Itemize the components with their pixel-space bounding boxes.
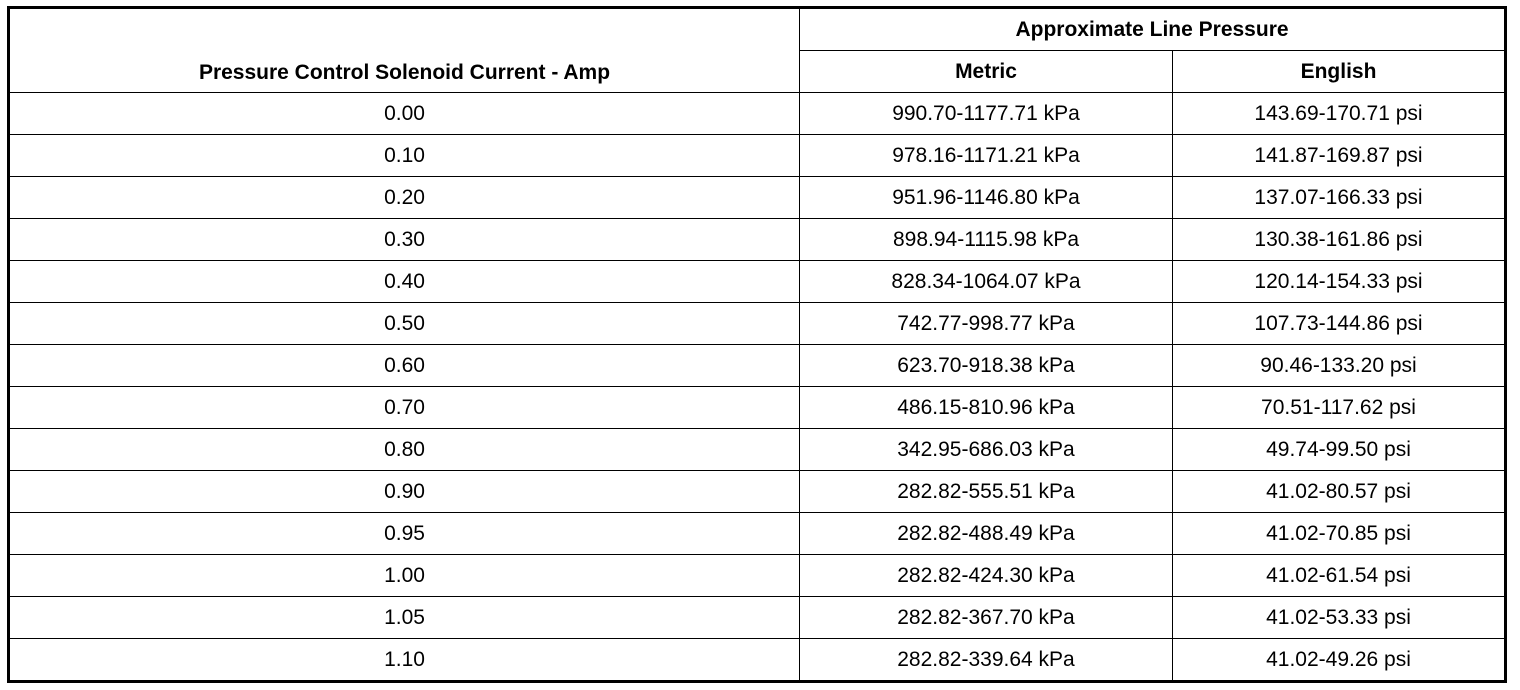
metric-cell: 978.16-1171.21 kPa — [800, 135, 1173, 177]
table-row — [9, 555, 1506, 597]
english-cell: 41.02-61.54 psi — [1173, 555, 1506, 597]
english-cell: 141.87-169.87 psi — [1173, 135, 1506, 177]
metric-cell: 342.95-686.03 kPa — [800, 429, 1173, 471]
table-header — [9, 8, 1506, 93]
metric-cell: 898.94-1115.98 kPa — [800, 219, 1173, 261]
table-row — [9, 387, 1506, 429]
table-row — [9, 93, 1506, 135]
english-header: English — [1173, 51, 1506, 93]
metric-cell: 282.82-555.51 kPa — [800, 471, 1173, 513]
current-cell: 0.70 — [9, 387, 800, 429]
english-cell: 49.74-99.50 psi — [1173, 429, 1506, 471]
current-cell: 0.95 — [9, 513, 800, 555]
english-cell: 130.38-161.86 psi — [1173, 219, 1506, 261]
line-pressure-group-header: Approximate Line Pressure — [800, 8, 1506, 51]
metric-cell: 282.82-339.64 kPa — [800, 639, 1173, 682]
line-pressure-table — [7, 6, 1507, 683]
table-row — [9, 303, 1506, 345]
current-cell: 0.00 — [9, 93, 800, 135]
current-cell: 1.05 — [9, 597, 800, 639]
current-cell: 0.50 — [9, 303, 800, 345]
table-row — [9, 219, 1506, 261]
metric-cell: 623.70-918.38 kPa — [800, 345, 1173, 387]
metric-cell: 486.15-810.96 kPa — [800, 387, 1173, 429]
metric-cell: 951.96-1146.80 kPa — [800, 177, 1173, 219]
metric-cell: 282.82-367.70 kPa — [800, 597, 1173, 639]
table-row — [9, 261, 1506, 303]
table-row — [9, 597, 1506, 639]
current-cell: 1.00 — [9, 555, 800, 597]
english-cell: 41.02-70.85 psi — [1173, 513, 1506, 555]
english-cell: 143.69-170.71 psi — [1173, 93, 1506, 135]
table-row — [9, 471, 1506, 513]
current-cell: 0.30 — [9, 219, 800, 261]
pressure-table-container — [7, 6, 1507, 683]
metric-cell: 742.77-998.77 kPa — [800, 303, 1173, 345]
table-row — [9, 429, 1506, 471]
english-cell: 90.46-133.20 psi — [1173, 345, 1506, 387]
table-row — [9, 177, 1506, 219]
english-cell: 137.07-166.33 psi — [1173, 177, 1506, 219]
current-cell: 0.20 — [9, 177, 800, 219]
metric-cell: 990.70-1177.71 kPa — [800, 93, 1173, 135]
english-cell: 41.02-53.33 psi — [1173, 597, 1506, 639]
metric-cell: 282.82-488.49 kPa — [800, 513, 1173, 555]
metric-cell: 828.34-1064.07 kPa — [800, 261, 1173, 303]
metric-header: Metric — [800, 51, 1173, 93]
current-cell: 0.10 — [9, 135, 800, 177]
english-cell: 41.02-49.26 psi — [1173, 639, 1506, 682]
table-row — [9, 513, 1506, 555]
english-cell: 41.02-80.57 psi — [1173, 471, 1506, 513]
current-cell: 0.40 — [9, 261, 800, 303]
current-cell: 0.80 — [9, 429, 800, 471]
english-cell: 120.14-154.33 psi — [1173, 261, 1506, 303]
current-cell: 0.90 — [9, 471, 800, 513]
english-cell: 107.73-144.86 psi — [1173, 303, 1506, 345]
solenoid-current-header: Pressure Control Solenoid Current - Amp — [9, 8, 800, 93]
english-cell: 70.51-117.62 psi — [1173, 387, 1506, 429]
current-cell: 1.10 — [9, 639, 800, 682]
current-cell: 0.60 — [9, 345, 800, 387]
table-row — [9, 639, 1506, 682]
table-row — [9, 345, 1506, 387]
table-row — [9, 135, 1506, 177]
table-body — [9, 93, 1506, 682]
metric-cell: 282.82-424.30 kPa — [800, 555, 1173, 597]
header-row-top — [9, 8, 1506, 51]
